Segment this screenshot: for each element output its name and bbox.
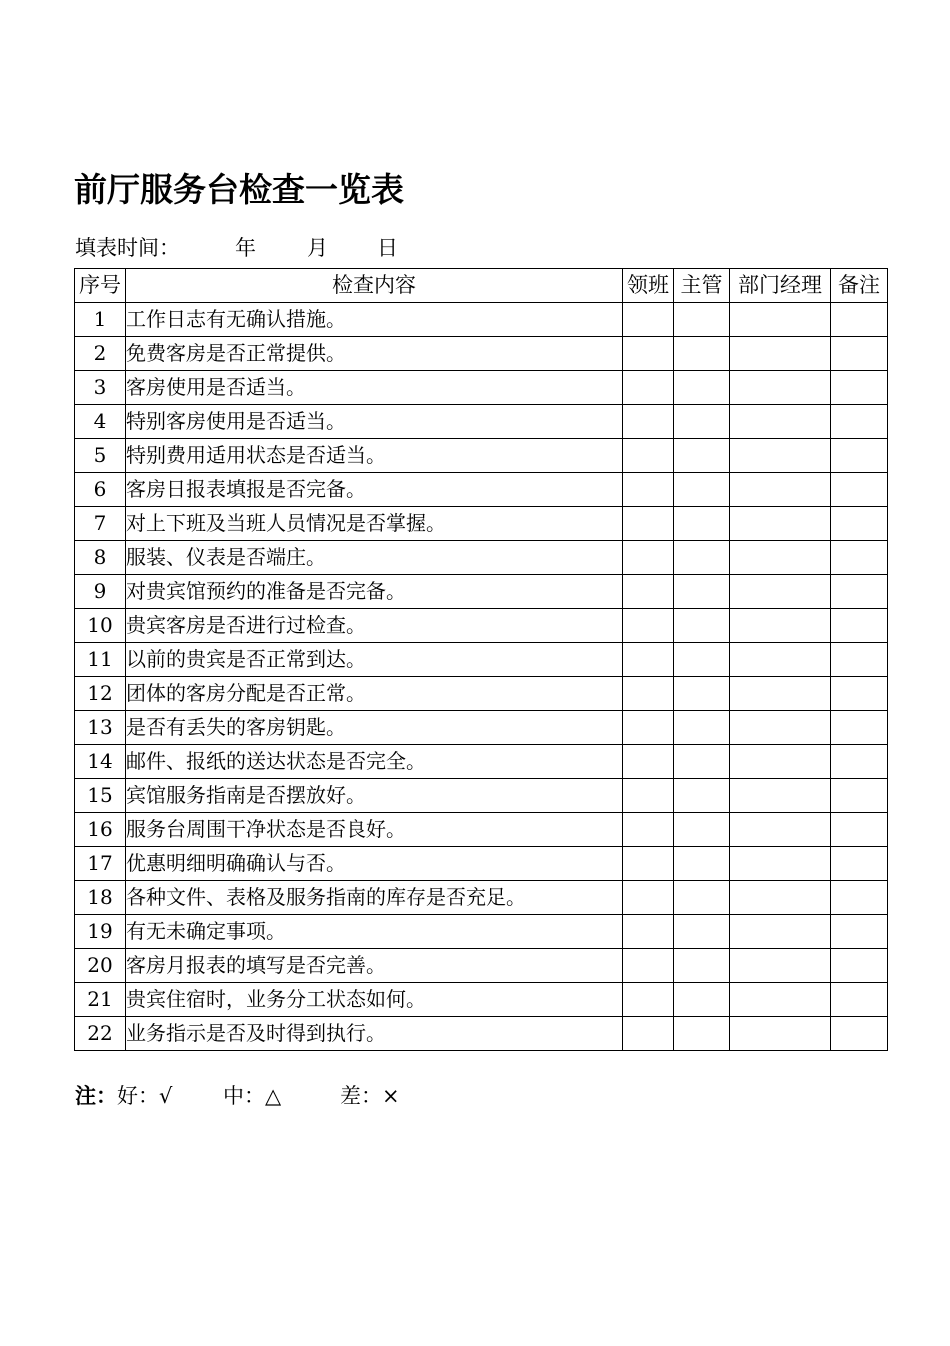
supervisor-cell[interactable] [674, 813, 730, 847]
checklist-table [74, 268, 888, 1051]
dept-manager-cell[interactable] [730, 881, 831, 915]
row-check-item: 特别费用适用状态是否适当。 [126, 439, 623, 473]
supervisor-cell[interactable] [674, 881, 730, 915]
dept-manager-cell[interactable] [730, 847, 831, 881]
table-header-row [75, 269, 888, 303]
dept-manager-cell[interactable] [730, 473, 831, 507]
team-lead-cell[interactable] [623, 915, 674, 949]
table-row [75, 915, 888, 949]
team-lead-cell[interactable] [623, 371, 674, 405]
supervisor-cell[interactable] [674, 371, 730, 405]
row-number: 20 [75, 949, 126, 983]
row-check-item: 贵宾住宿时，业务分工状态如何。 [126, 983, 623, 1017]
remarks-cell[interactable] [831, 643, 888, 677]
team-lead-cell[interactable] [623, 541, 674, 575]
remarks-cell[interactable] [831, 371, 888, 405]
legend-medium: 中：△ [223, 1084, 282, 1108]
header-dept-manager: 部门经理 [730, 269, 831, 303]
dept-manager-cell[interactable] [730, 983, 831, 1017]
row-number: 8 [75, 541, 126, 575]
remarks-cell[interactable] [831, 745, 888, 779]
legend-poor: 差：× [340, 1084, 400, 1108]
remarks-cell[interactable] [831, 439, 888, 473]
supervisor-cell[interactable] [674, 711, 730, 745]
table-row [75, 1017, 888, 1051]
remarks-cell[interactable] [831, 609, 888, 643]
header-content: 检查内容 [126, 269, 623, 303]
team-lead-cell[interactable] [623, 405, 674, 439]
row-number: 15 [75, 779, 126, 813]
dept-manager-cell[interactable] [730, 439, 831, 473]
dept-manager-cell[interactable] [730, 541, 831, 575]
table-row [75, 575, 888, 609]
remarks-cell[interactable] [831, 405, 888, 439]
legend-good: 好：√ [117, 1084, 173, 1108]
supervisor-cell[interactable] [674, 847, 730, 881]
row-check-item: 优惠明细明确确认与否。 [126, 847, 623, 881]
team-lead-cell[interactable] [623, 303, 674, 337]
row-check-item: 工作日志有无确认措施。 [126, 303, 623, 337]
team-lead-cell[interactable] [623, 847, 674, 881]
table-row [75, 303, 888, 337]
dept-manager-cell[interactable] [730, 507, 831, 541]
row-number: 1 [75, 303, 126, 337]
row-check-item: 宾馆服务指南是否摆放好。 [126, 779, 623, 813]
header-no: 序号 [75, 269, 126, 303]
table-row [75, 507, 888, 541]
row-number: 7 [75, 507, 126, 541]
row-check-item: 团体的客房分配是否正常。 [126, 677, 623, 711]
team-lead-cell[interactable] [623, 1017, 674, 1051]
supervisor-cell[interactable] [674, 541, 730, 575]
row-number: 21 [75, 983, 126, 1017]
fill-date-year: 年 [235, 236, 256, 260]
fill-date-day: 日 [377, 236, 398, 260]
table-body [75, 303, 888, 1051]
remarks-cell[interactable] [831, 541, 888, 575]
supervisor-cell[interactable] [674, 507, 730, 541]
table-row [75, 711, 888, 745]
table-row [75, 677, 888, 711]
row-number: 5 [75, 439, 126, 473]
row-number: 22 [75, 1017, 126, 1051]
fill-date-label: 填表时间： [75, 236, 180, 260]
dept-manager-cell[interactable] [730, 643, 831, 677]
header-supervisor: 主管 [674, 269, 730, 303]
team-lead-cell[interactable] [623, 813, 674, 847]
table-row [75, 405, 888, 439]
dept-manager-cell[interactable] [730, 371, 831, 405]
supervisor-cell[interactable] [674, 1017, 730, 1051]
row-number: 3 [75, 371, 126, 405]
row-number: 19 [75, 915, 126, 949]
remarks-cell[interactable] [831, 813, 888, 847]
fill-date-month: 月 [307, 236, 328, 260]
dept-manager-cell[interactable] [730, 677, 831, 711]
dept-manager-cell[interactable] [730, 303, 831, 337]
page-title: 前厅服务台检查一览表 [74, 170, 404, 209]
supervisor-cell[interactable] [674, 439, 730, 473]
remarks-cell[interactable] [831, 303, 888, 337]
team-lead-cell[interactable] [623, 337, 674, 371]
row-number: 16 [75, 813, 126, 847]
dept-manager-cell[interactable] [730, 745, 831, 779]
dept-manager-cell[interactable] [730, 405, 831, 439]
supervisor-cell[interactable] [674, 473, 730, 507]
table-row [75, 439, 888, 473]
table-row [75, 813, 888, 847]
dept-manager-cell[interactable] [730, 609, 831, 643]
legend-note [75, 1080, 400, 1112]
team-lead-cell[interactable] [623, 473, 674, 507]
team-lead-cell[interactable] [623, 983, 674, 1017]
supervisor-cell[interactable] [674, 609, 730, 643]
remarks-cell[interactable] [831, 983, 888, 1017]
supervisor-cell[interactable] [674, 337, 730, 371]
row-number: 4 [75, 405, 126, 439]
row-check-item: 各种文件、表格及服务指南的库存是否充足。 [126, 881, 623, 915]
team-lead-cell[interactable] [623, 439, 674, 473]
remarks-cell[interactable] [831, 1017, 888, 1051]
header-team-lead: 领班 [623, 269, 674, 303]
row-number: 18 [75, 881, 126, 915]
dept-manager-cell[interactable] [730, 711, 831, 745]
remarks-cell[interactable] [831, 575, 888, 609]
remarks-cell[interactable] [831, 779, 888, 813]
team-lead-cell[interactable] [623, 575, 674, 609]
row-check-item: 客房月报表的填写是否完善。 [126, 949, 623, 983]
row-number: 14 [75, 745, 126, 779]
table-row [75, 473, 888, 507]
table-row [75, 371, 888, 405]
supervisor-cell[interactable] [674, 915, 730, 949]
row-number: 2 [75, 337, 126, 371]
supervisor-cell[interactable] [674, 405, 730, 439]
team-lead-cell[interactable] [623, 643, 674, 677]
header-remarks: 备注 [831, 269, 888, 303]
row-check-item: 是否有丢失的客房钥匙。 [126, 711, 623, 745]
team-lead-cell[interactable] [623, 711, 674, 745]
row-number: 13 [75, 711, 126, 745]
team-lead-cell[interactable] [623, 609, 674, 643]
table-row [75, 881, 888, 915]
supervisor-cell[interactable] [674, 575, 730, 609]
row-check-item: 免费客房是否正常提供。 [126, 337, 623, 371]
team-lead-cell[interactable] [623, 949, 674, 983]
remarks-cell[interactable] [831, 711, 888, 745]
supervisor-cell[interactable] [674, 677, 730, 711]
row-check-item: 以前的贵宾是否正常到达。 [126, 643, 623, 677]
team-lead-cell[interactable] [623, 881, 674, 915]
supervisor-cell[interactable] [674, 643, 730, 677]
table-row [75, 609, 888, 643]
legend-label: 注： [75, 1083, 117, 1108]
dept-manager-cell[interactable] [730, 779, 831, 813]
row-check-item: 服装、仪表是否端庄。 [126, 541, 623, 575]
table-row [75, 779, 888, 813]
row-number: 12 [75, 677, 126, 711]
row-number: 17 [75, 847, 126, 881]
row-check-item: 有无未确定事项。 [126, 915, 623, 949]
table-row [75, 541, 888, 575]
dept-manager-cell[interactable] [730, 915, 831, 949]
dept-manager-cell[interactable] [730, 575, 831, 609]
row-check-item: 服务台周围干净状态是否良好。 [126, 813, 623, 847]
remarks-cell[interactable] [831, 949, 888, 983]
supervisor-cell[interactable] [674, 983, 730, 1017]
row-number: 6 [75, 473, 126, 507]
remarks-cell[interactable] [831, 677, 888, 711]
supervisor-cell[interactable] [674, 303, 730, 337]
row-check-item: 客房日报表填报是否完备。 [126, 473, 623, 507]
remarks-cell[interactable] [831, 915, 888, 949]
team-lead-cell[interactable] [623, 677, 674, 711]
remarks-cell[interactable] [831, 881, 888, 915]
row-number: 9 [75, 575, 126, 609]
table-row [75, 983, 888, 1017]
team-lead-cell[interactable] [623, 507, 674, 541]
fill-date-line [75, 233, 398, 263]
remarks-cell[interactable] [831, 337, 888, 371]
dept-manager-cell[interactable] [730, 813, 831, 847]
dept-manager-cell[interactable] [730, 949, 831, 983]
team-lead-cell[interactable] [623, 745, 674, 779]
table-row [75, 949, 888, 983]
row-number: 10 [75, 609, 126, 643]
remarks-cell[interactable] [831, 847, 888, 881]
row-check-item: 业务指示是否及时得到执行。 [126, 1017, 623, 1051]
dept-manager-cell[interactable] [730, 1017, 831, 1051]
row-check-item: 贵宾客房是否进行过检查。 [126, 609, 623, 643]
row-number: 11 [75, 643, 126, 677]
dept-manager-cell[interactable] [730, 337, 831, 371]
supervisor-cell[interactable] [674, 779, 730, 813]
row-check-item: 客房使用是否适当。 [126, 371, 623, 405]
row-check-item: 对上下班及当班人员情况是否掌握。 [126, 507, 623, 541]
remarks-cell[interactable] [831, 507, 888, 541]
row-check-item: 邮件、报纸的送达状态是否完全。 [126, 745, 623, 779]
table-row [75, 847, 888, 881]
table-row [75, 643, 888, 677]
supervisor-cell[interactable] [674, 745, 730, 779]
row-check-item: 对贵宾馆预约的准备是否完备。 [126, 575, 623, 609]
table-row [75, 337, 888, 371]
row-check-item: 特别客房使用是否适当。 [126, 405, 623, 439]
team-lead-cell[interactable] [623, 779, 674, 813]
supervisor-cell[interactable] [674, 949, 730, 983]
remarks-cell[interactable] [831, 473, 888, 507]
table-row [75, 745, 888, 779]
